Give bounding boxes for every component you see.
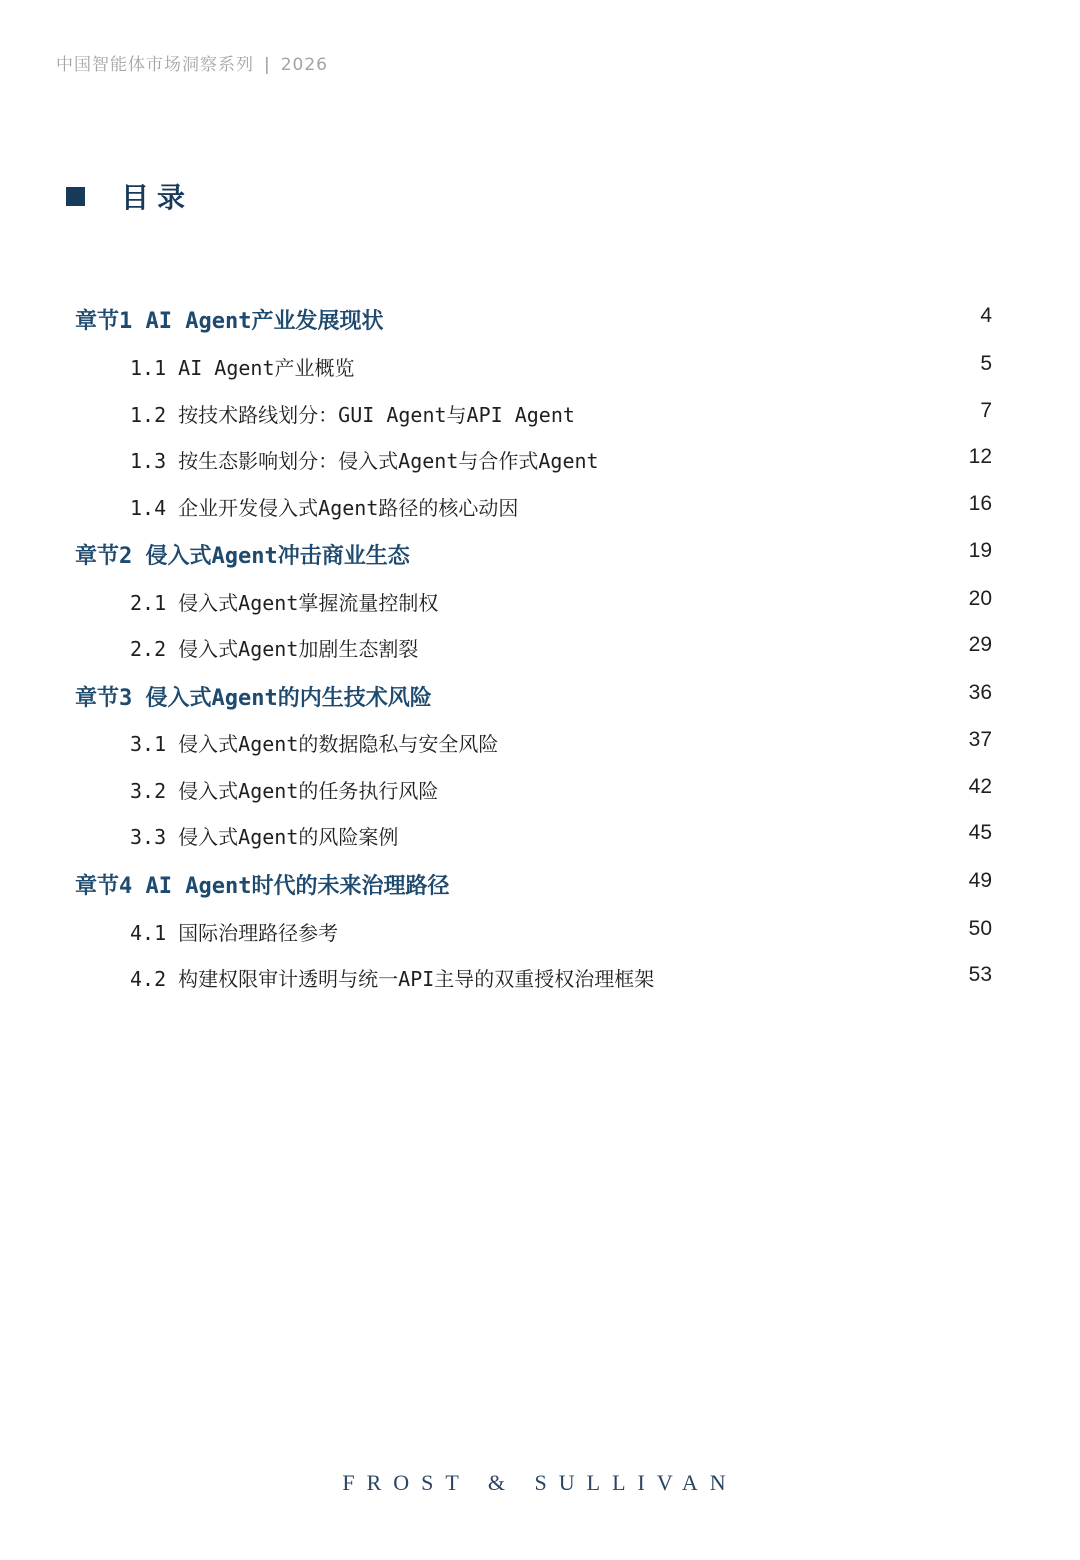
toc-entry-label: 3.1 侵入式Agent的数据隐私与安全风险	[130, 732, 499, 756]
toc-entry-label: 2.2 侵入式Agent加剧生态割裂	[130, 637, 419, 661]
toc-entry-label: 1.1 AI Agent产业概览	[130, 356, 355, 380]
toc-entry-page: 49	[968, 869, 992, 892]
toc-entry-label: 章节4 AI Agent时代的未来治理路径	[75, 874, 450, 899]
toc-entry-page: 42	[968, 775, 992, 798]
toc-title-block	[66, 176, 193, 216]
toc-entry-page: 16	[968, 492, 992, 515]
toc-entry-chapter-4[interactable]	[0, 869, 1080, 903]
toc-entry-chapter-3[interactable]	[0, 681, 1080, 715]
toc-entry-label: 章节3 侵入式Agent的内生技术风险	[75, 686, 432, 711]
toc-entry-label: 1.3 按生态影响划分：侵入式Agent与合作式Agent	[130, 449, 599, 473]
series-title: 中国智能体市场洞察系列	[56, 55, 254, 75]
toc-entry-page: 36	[968, 681, 992, 704]
toc-entry-label: 4.1 国际治理路径参考	[130, 921, 339, 945]
toc-entry-label: 1.4 企业开发侵入式Agent路径的核心动因	[130, 496, 519, 520]
toc-entry-page: 5	[980, 352, 992, 375]
toc-entry-section-3-1[interactable]	[0, 728, 1080, 762]
page-header	[56, 50, 328, 75]
toc-entry-label: 章节1 AI Agent产业发展现状	[75, 309, 384, 334]
toc-entry-label: 4.2 构建权限审计透明与统一API主导的双重授权治理框架	[130, 967, 655, 991]
toc-entry-page: 12	[968, 445, 992, 468]
toc-entry-page: 7	[980, 399, 992, 422]
toc-entry-label: 2.1 侵入式Agent掌握流量控制权	[130, 591, 439, 615]
frost-sullivan-logo: FROST & SULLIVAN	[342, 1470, 738, 1495]
toc-entry-chapter-2[interactable]	[0, 539, 1080, 573]
toc-entry-page: 53	[968, 963, 992, 986]
toc-entry-section-1-1[interactable]	[0, 352, 1080, 386]
toc-entry-section-4-2[interactable]	[0, 963, 1080, 997]
toc-entry-label: 章节2 侵入式Agent冲击商业生态	[75, 544, 410, 569]
page-title: 目录	[121, 181, 194, 214]
toc-entry-label: 3.3 侵入式Agent的风险案例	[130, 825, 399, 849]
header-year: 2026	[280, 55, 328, 75]
toc-entry-section-2-1[interactable]	[0, 587, 1080, 621]
toc-entry-page: 4	[980, 304, 992, 327]
title-square-icon	[66, 187, 85, 206]
toc-entry-section-3-3[interactable]	[0, 821, 1080, 855]
toc-entry-section-1-3[interactable]	[0, 445, 1080, 479]
toc-entry-section-3-2[interactable]	[0, 775, 1080, 809]
toc-entry-page: 50	[968, 917, 992, 940]
toc-entry-section-1-4[interactable]	[0, 492, 1080, 526]
header-separator: |	[264, 55, 271, 75]
toc-entry-page: 29	[968, 633, 992, 656]
toc-entry-section-1-2[interactable]	[0, 399, 1080, 433]
toc-entry-page: 19	[968, 539, 992, 562]
toc-entry-label: 1.2 按技术路线划分：GUI Agent与API Agent	[130, 403, 575, 427]
toc-entry-page: 20	[968, 587, 992, 610]
toc-entry-page: 45	[968, 821, 992, 844]
toc-entry-section-2-2[interactable]	[0, 633, 1080, 667]
toc-entry-section-4-1[interactable]	[0, 917, 1080, 951]
toc-entry-page: 37	[968, 728, 992, 751]
toc-entry-label: 3.2 侵入式Agent的任务执行风险	[130, 779, 439, 803]
toc-entry-chapter-1[interactable]	[0, 304, 1080, 338]
